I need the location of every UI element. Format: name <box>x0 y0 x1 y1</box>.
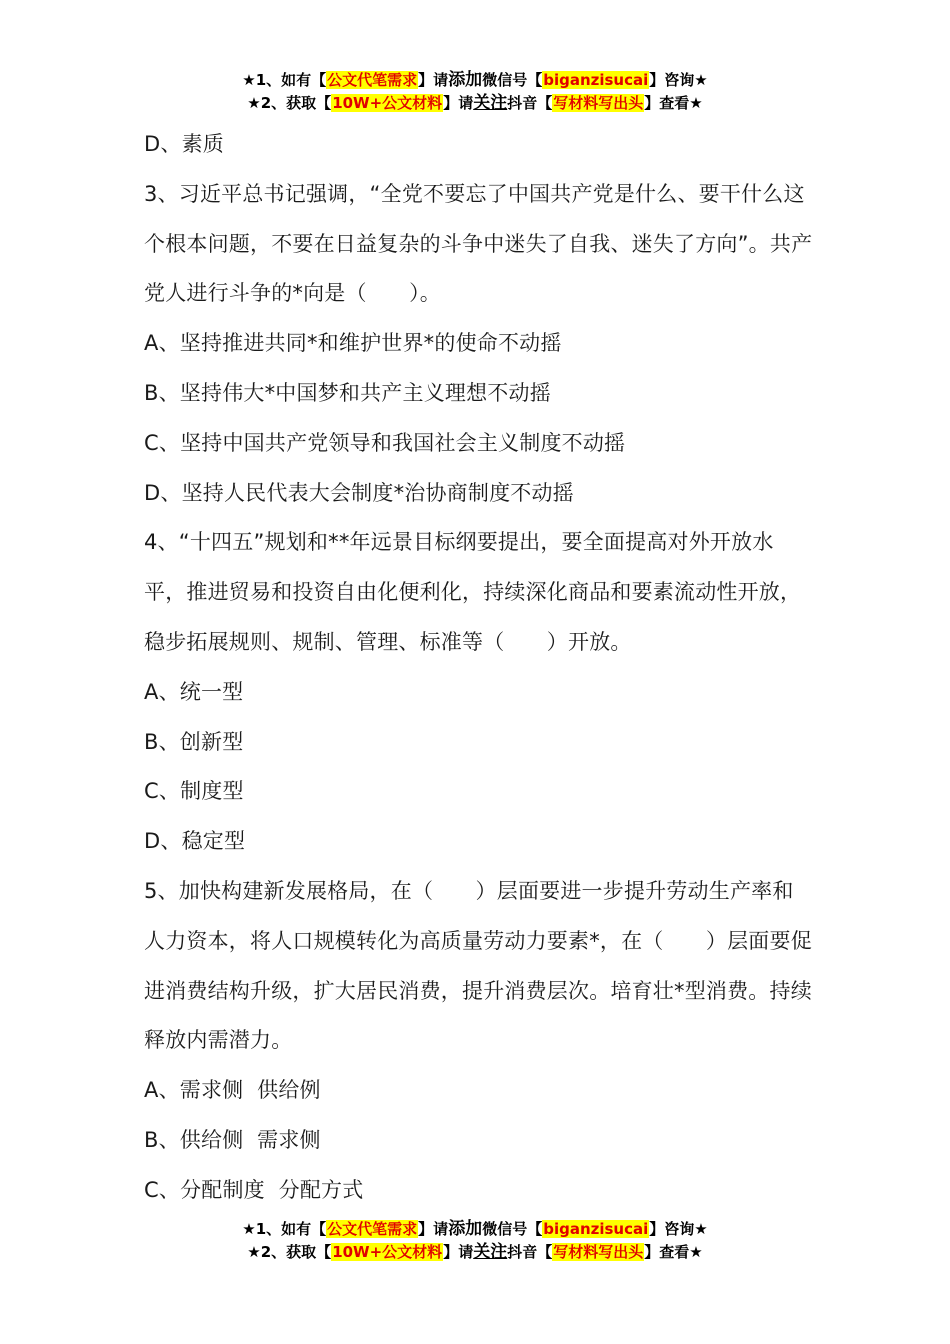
option-c-q3: C、坚持中国共产党领导和我国社会主义制度不动摇 <box>144 430 626 455</box>
banner-douyin-id: 写材料写出头 <box>553 1243 644 1261</box>
footer-banner <box>0 1218 950 1264</box>
banner-emphasis: 关注 <box>473 1242 508 1262</box>
option-c-q5: C、分配制度 分配方式 <box>144 1177 364 1202</box>
banner-text: 】请 <box>443 94 474 112</box>
banner-highlight: 10W+公文材料 <box>332 1243 443 1261</box>
banner-highlight: 公文代笔需求 <box>327 1220 418 1238</box>
banner-line-2 <box>0 92 950 115</box>
header-banner <box>0 69 950 115</box>
question-5: 5、加快构建新发展格局，在（ ）层面要进一步提升劳动生产率和人力资本，将人口规模转化为高质量劳动力要素*，在（ ）层面要促进消费结构升级，扩大居民消费，提升消费层次。培育壮*型消费。持续释放内需潜力。 <box>144 878 812 1053</box>
option-a-q3: A、坚持推进共同*和维护世界*的使命不动摇 <box>144 331 562 356</box>
option-b-q5: B、供给侧 需求侧 <box>144 1127 321 1152</box>
banner-text: ★2、获取【 <box>247 94 332 112</box>
banner-text: 】咨询★ <box>649 1220 708 1238</box>
banner-emphasis: 添加 <box>448 1219 483 1239</box>
option-a-q5: A、需求侧 供给例 <box>144 1078 321 1103</box>
banner-emphasis: 关注 <box>473 93 508 113</box>
option-c-q4: C、制度型 <box>144 779 244 804</box>
option-b-q3: B、坚持伟大*中国梦和共产主义理想不动摇 <box>144 380 551 405</box>
banner-highlight: 10W+公文材料 <box>332 94 443 112</box>
banner-text: ★2、获取【 <box>247 1243 332 1261</box>
question-4: 4、“十四五”规划和**年远景目标纲要提出，要全面提高对外开放水平，推进贸易和投资自由化便利化，持续深化商品和要素流动性开放，稳步拓展规则、规制、管理、标准等（ ）开放。 <box>144 530 802 654</box>
option-d-q2: D、素质 <box>144 132 224 156</box>
option-d-q3: D、坚持人民代表大会制度*治协商制度不动摇 <box>144 480 574 505</box>
banner-text: 】请 <box>443 1243 474 1261</box>
banner-line-1 <box>0 69 950 92</box>
banner-wechat-id: biganzisucai <box>543 1220 649 1238</box>
banner-wechat-id: biganzisucai <box>543 71 649 89</box>
banner-text: ★1、如有【 <box>242 1220 327 1238</box>
banner-text: 】请 <box>418 1220 449 1238</box>
option-d-q4: D、稳定型 <box>144 829 246 854</box>
banner-text: 】查看★ <box>644 1243 703 1261</box>
option-b-q4: B、创新型 <box>144 729 244 754</box>
banner-line-1 <box>0 1218 950 1241</box>
banner-text: 】请 <box>418 71 449 89</box>
question-3: 3、习近平总书记强调，“全党不要忘了中国共产党是什么、要干什么这个根本问题，不要在日益复杂的斗争中迷失了自我、迷失了方向”。共产党人进行斗争的*向是（ ）。 <box>144 181 813 306</box>
option-a-q4: A、统一型 <box>144 679 244 704</box>
banner-text: 抖音【 <box>507 94 553 112</box>
document-body <box>144 120 814 1216</box>
banner-text: 抖音【 <box>507 1243 553 1261</box>
banner-text: 微信号【 <box>482 1220 543 1238</box>
banner-douyin-id: 写材料写出头 <box>553 94 644 112</box>
banner-text: 微信号【 <box>482 71 543 89</box>
banner-text: 】查看★ <box>644 94 703 112</box>
banner-emphasis: 添加 <box>448 70 483 90</box>
banner-text: ★1、如有【 <box>242 71 327 89</box>
banner-highlight: 公文代笔需求 <box>327 71 418 89</box>
banner-text: 】咨询★ <box>649 71 708 89</box>
banner-line-2 <box>0 1241 950 1264</box>
